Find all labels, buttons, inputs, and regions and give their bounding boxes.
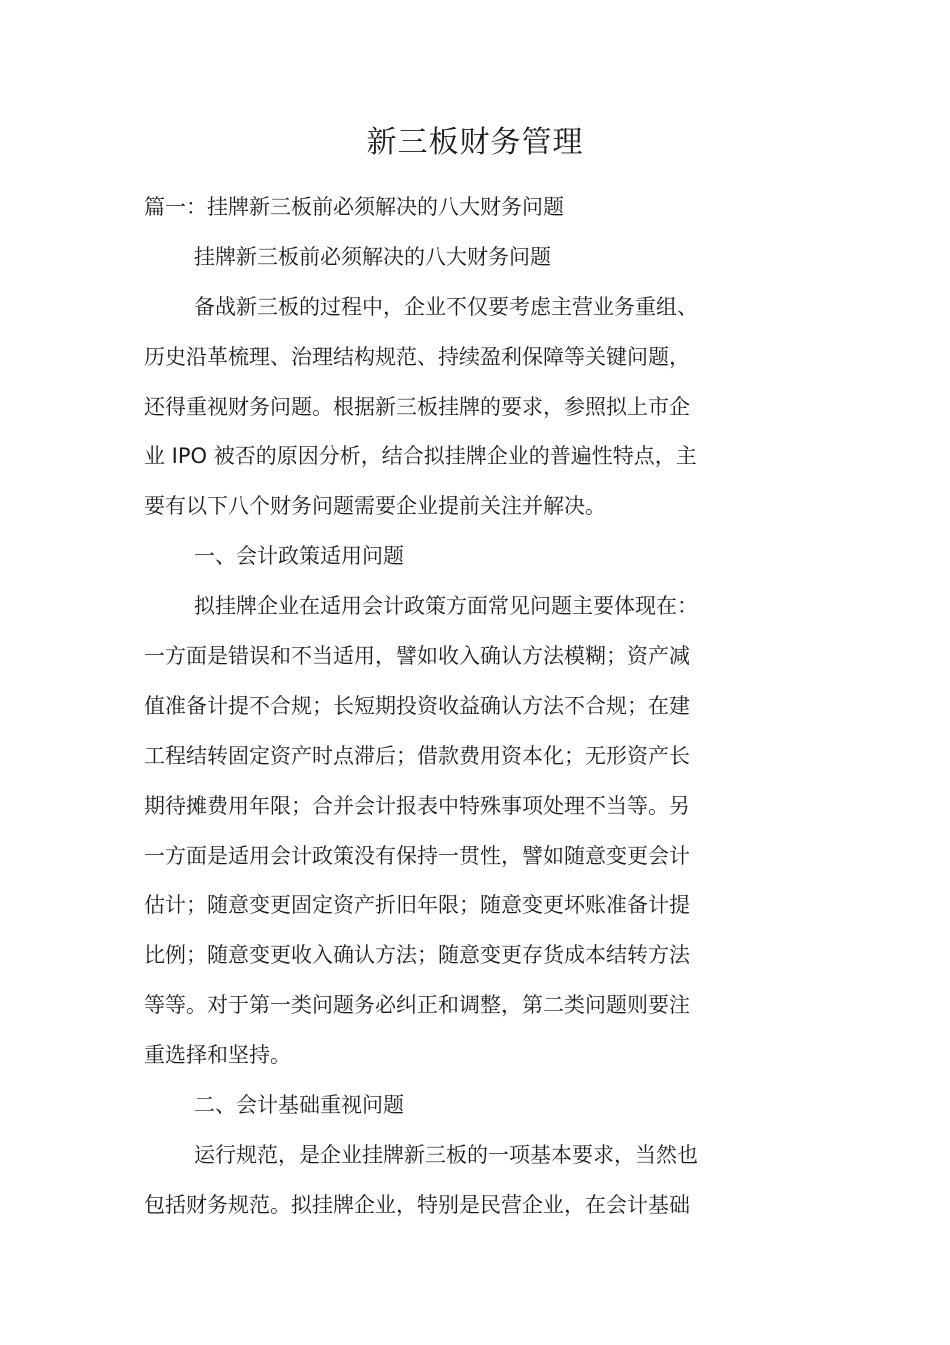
article-heading: 挂牌新三板前必须解决的八大财务问题 (194, 244, 551, 269)
paragraph-basis-line: 包括财务规范。拟挂牌企业，特别是民营企业，在会计基础 (144, 1192, 690, 1217)
subsection-heading-1: 一、会计政策适用问题 (194, 544, 404, 569)
paragraph-policy-line: 期待摊费用年限；合并会计报表中特殊事项处理不当等。另 (144, 793, 690, 818)
paragraph-basis-line: 运行规范，是企业挂牌新三板的一项基本要求，当然也 (194, 1142, 698, 1167)
document-body (144, 183, 750, 1231)
paragraph-intro-line: 还得重视财务问题。根据新三板挂牌的要求，参照拟上市企 (144, 394, 690, 419)
paragraph-policy-line: 比例；随意变更收入确认方法；随意变更存货成本结转方法 (144, 943, 690, 968)
paragraph-intro-line: 备战新三板的过程中，企业不仅要考虑主营业务重组、 (194, 294, 698, 319)
section-heading-part-one: 篇一：挂牌新三板前必须解决的八大财务问题 (144, 195, 564, 219)
paragraph-policy-line: 一方面是错误和不当适用，譬如收入确认方法模糊；资产减 (144, 644, 690, 669)
paragraph-intro-line: 业 IPO 被否的原因分析，结合拟挂牌企业的普遍性特点，主 (144, 444, 697, 469)
document-title: 新三板财务管理 (366, 125, 584, 160)
paragraph-policy-line: 重选择和坚持。 (144, 1043, 291, 1068)
subsection-heading-2: 二、会计基础重视问题 (194, 1093, 404, 1118)
paragraph-policy-line: 估计；随意变更固定资产折旧年限；随意变更坏账准备计提 (144, 893, 690, 918)
paragraph-policy-line: 值准备计提不合规；长短期投资收益确认方法不合规；在建 (144, 693, 690, 718)
paragraph-policy-line: 等等。对于第一类问题务必纠正和调整，第二类问题则要注 (144, 993, 690, 1018)
paragraph-intro-line: 历史沿革梳理、治理结构规范、持续盈利保障等关键问题， (144, 344, 690, 369)
paragraph-intro-line: 要有以下八个财务问题需要企业提前关注并解决。 (144, 494, 606, 519)
paragraph-policy-line: 一方面是适用会计政策没有保持一贯性，譬如随意变更会计 (144, 843, 690, 868)
paragraph-policy-line: 拟挂牌企业在适用会计政策方面常见问题主要体现在： (194, 594, 698, 619)
paragraph-policy-line: 工程结转固定资产时点滞后；借款费用资本化；无形资产长 (144, 743, 690, 768)
